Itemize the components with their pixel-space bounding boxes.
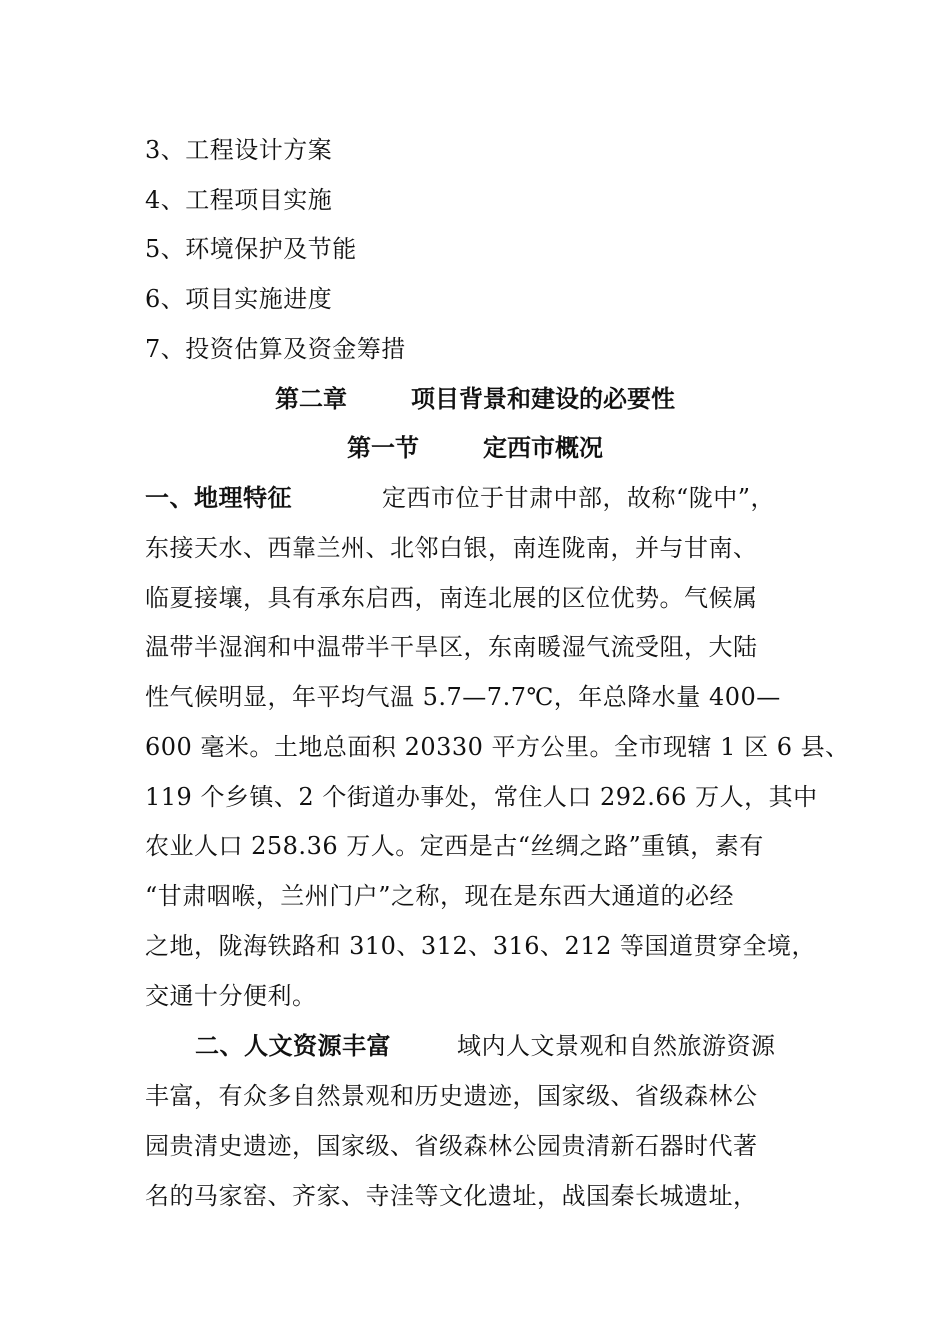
paragraph-line: 600 毫米。土地总面积 20330 平方公里。全市现辖 1 区 6 县、 bbox=[145, 733, 850, 761]
paragraph-text: 域内人文景观和自然旅游资源 bbox=[457, 1032, 776, 1060]
paragraph-line: 园贵清史遗迹，国家级、省级森林公园贵清新石器时代著 bbox=[145, 1132, 758, 1160]
section-number: 第一节 bbox=[347, 433, 419, 462]
list-item: 6、项目实施进度 bbox=[145, 285, 333, 313]
list-item: 7、投资估算及资金筹措 bbox=[145, 335, 406, 363]
section-title: 定西市概况 bbox=[483, 433, 603, 462]
paragraph-line: 性气候明显，年平均气温 5.7—7.7℃，年总降水量 400— bbox=[145, 683, 781, 711]
paragraph-heading: 一、地理特征 bbox=[145, 483, 292, 512]
paragraph-line: “甘肃咽喉，兰州门户”之称，现在是东西大通道的必经 bbox=[145, 882, 735, 910]
paragraph-heading: 二、人文资源丰富 bbox=[195, 1031, 391, 1060]
paragraph-line: 农业人口 258.36 万人。定西是古“丝绸之路”重镇，素有 bbox=[145, 832, 764, 860]
chapter-title: 项目背景和建设的必要性 bbox=[411, 384, 675, 413]
paragraph-first-line bbox=[195, 1031, 776, 1061]
paragraph-line: 119 个乡镇、2 个街道办事处，常住人口 292.66 万人，其中 bbox=[145, 783, 818, 811]
paragraph-line: 之地，陇海铁路和 310、312、316、212 等国道贯穿全境， bbox=[145, 932, 816, 960]
paragraph-line: 交通十分便利。 bbox=[145, 982, 317, 1010]
paragraph-line: 临夏接壤，具有承东启西，南连北展的区位优势。气候属 bbox=[145, 584, 758, 612]
paragraph-text: 定西市位于甘肃中部，故称“陇中”， bbox=[382, 484, 776, 512]
paragraph-line: 东接天水、西靠兰州、北邻白银，南连陇南，并与甘南、 bbox=[145, 534, 758, 562]
paragraph-line: 温带半湿润和中温带半干旱区，东南暖湿气流受阻，大陆 bbox=[145, 633, 758, 661]
chapter-heading bbox=[0, 384, 950, 414]
paragraph-line: 名的马家窑、齐家、寺洼等文化遗址，战国秦长城遗址， bbox=[145, 1182, 758, 1210]
paragraph-first-line bbox=[145, 483, 775, 513]
section-heading bbox=[0, 433, 950, 463]
list-item: 5、环境保护及节能 bbox=[145, 235, 357, 263]
chapter-number: 第二章 bbox=[275, 384, 347, 413]
list-item: 4、工程项目实施 bbox=[145, 186, 333, 214]
list-item: 3、工程设计方案 bbox=[145, 136, 333, 164]
paragraph-line: 丰富，有众多自然景观和历史遗迹，国家级、省级森林公 bbox=[145, 1082, 758, 1110]
